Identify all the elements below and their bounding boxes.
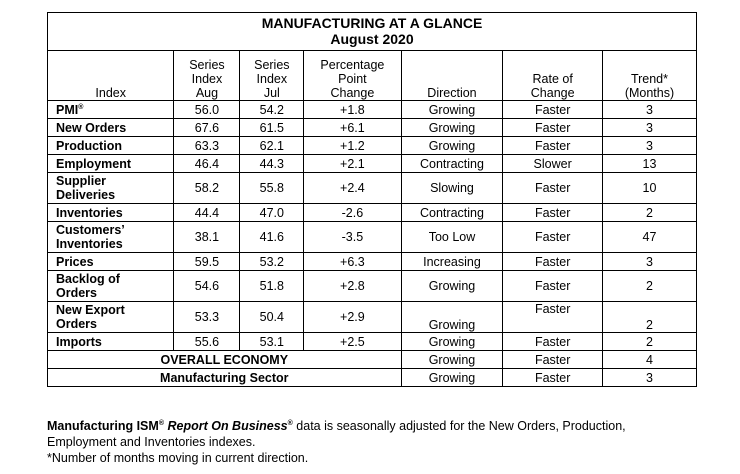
cell-aug: 53.3 xyxy=(174,302,240,333)
header-pct-change-line: Change xyxy=(330,86,375,100)
row-label: New Export Orders xyxy=(48,302,174,333)
cell-direction: Growing xyxy=(401,302,503,333)
cell-rate: Faster xyxy=(503,271,603,302)
header-row xyxy=(48,51,697,101)
header-series-jul-line: Index xyxy=(256,72,288,86)
header-series-jul xyxy=(240,51,304,101)
header-trend-line: (Months) xyxy=(624,86,675,100)
table-row xyxy=(48,271,697,302)
row-label: Production xyxy=(48,137,174,155)
table-subtitle: August 2020 xyxy=(330,31,414,47)
cell-aug: 54.6 xyxy=(174,271,240,302)
cell-aug: 58.2 xyxy=(174,173,240,204)
cell-aug: 46.4 xyxy=(174,155,240,173)
row-label: Prices xyxy=(48,253,174,271)
header-direction: Direction xyxy=(401,51,503,101)
cell-change: +2.1 xyxy=(304,155,401,173)
table-row xyxy=(48,204,697,222)
cell-jul: 44.3 xyxy=(240,155,304,173)
table-row xyxy=(48,333,697,351)
table-row xyxy=(48,101,697,119)
cell-trend: 3 xyxy=(602,119,696,137)
cell-aug: 44.4 xyxy=(174,204,240,222)
cell-trend: 2 xyxy=(602,333,696,351)
cell-aug: 59.5 xyxy=(174,253,240,271)
cell-direction: Growing xyxy=(401,333,503,351)
cell-rate: Faster xyxy=(503,222,603,253)
cell-trend: 13 xyxy=(602,155,696,173)
cell-direction: Growing xyxy=(401,119,503,137)
cell-change: +1.2 xyxy=(304,137,401,155)
row-label: PMI® xyxy=(48,101,174,119)
cell-jul: 54.2 xyxy=(240,101,304,119)
glance-table-wrapper xyxy=(47,12,697,387)
manufacturing-sector-label: Manufacturing Sector xyxy=(48,369,402,387)
overall-row xyxy=(48,369,697,387)
cell-change: +2.4 xyxy=(304,173,401,204)
header-series-jul-line: Series xyxy=(254,58,290,72)
cell-change: -3.5 xyxy=(304,222,401,253)
cell-direction: Growing xyxy=(401,351,503,369)
footnote-line-1: Manufacturing ISM® Report On Business® data is seasonally adjusted for the New Orders, Production, xyxy=(47,419,626,433)
table-row xyxy=(48,173,697,204)
cell-jul: 53.2 xyxy=(240,253,304,271)
cell-jul: 55.8 xyxy=(240,173,304,204)
cell-rate: Faster xyxy=(503,333,603,351)
cell-rate: Faster xyxy=(503,204,603,222)
cell-direction: Growing xyxy=(401,101,503,119)
cell-direction: Slowing xyxy=(401,173,503,204)
footnotes xyxy=(47,418,707,466)
cell-trend: 2 xyxy=(602,302,696,333)
header-series-aug-line: Aug xyxy=(195,86,219,100)
table-title-cell xyxy=(48,13,697,51)
cell-jul: 47.0 xyxy=(240,204,304,222)
cell-change: +1.8 xyxy=(304,101,401,119)
cell-trend: 3 xyxy=(602,101,696,119)
cell-change: +6.3 xyxy=(304,253,401,271)
cell-trend: 3 xyxy=(602,137,696,155)
cell-change: +2.5 xyxy=(304,333,401,351)
header-rate-line: Change xyxy=(530,86,575,100)
cell-change: +6.1 xyxy=(304,119,401,137)
header-trend-line: Trend* xyxy=(630,72,668,86)
overall-row xyxy=(48,351,697,369)
row-label: Backlog of Orders xyxy=(48,271,174,302)
footnote-line-2: Employment and Inventories indexes. xyxy=(47,435,256,449)
cell-change: -2.6 xyxy=(304,204,401,222)
cell-aug: 55.6 xyxy=(174,333,240,351)
row-label: Supplier Deliveries xyxy=(48,173,174,204)
table-row xyxy=(48,155,697,173)
row-label: Imports xyxy=(48,333,174,351)
cell-aug: 56.0 xyxy=(174,101,240,119)
cell-rate: Faster xyxy=(503,369,603,387)
header-trend xyxy=(602,51,696,101)
table-row xyxy=(48,137,697,155)
header-pct-change-line: Point xyxy=(338,72,367,86)
cell-direction: Contracting xyxy=(401,155,503,173)
cell-jul: 53.1 xyxy=(240,333,304,351)
header-series-jul-line: Jul xyxy=(263,86,280,100)
header-series-aug xyxy=(174,51,240,101)
row-label: New Orders xyxy=(48,119,174,137)
table-title: MANUFACTURING AT A GLANCE xyxy=(261,15,483,31)
cell-rate: Faster xyxy=(503,101,603,119)
header-series-aug-line: Index xyxy=(191,72,223,86)
cell-direction: Increasing xyxy=(401,253,503,271)
table-row xyxy=(48,253,697,271)
cell-trend: 3 xyxy=(602,369,696,387)
cell-jul: 50.4 xyxy=(240,302,304,333)
header-index: Index xyxy=(48,51,174,101)
cell-trend: 47 xyxy=(602,222,696,253)
cell-change: +2.8 xyxy=(304,271,401,302)
cell-rate: Faster xyxy=(503,351,603,369)
cell-trend: 2 xyxy=(602,204,696,222)
footnote-line-3: *Number of months moving in current direction. xyxy=(47,451,309,465)
cell-trend: 4 xyxy=(602,351,696,369)
cell-rate: Faster xyxy=(503,173,603,204)
row-label: Employment xyxy=(48,155,174,173)
cell-trend: 2 xyxy=(602,271,696,302)
cell-aug: 67.6 xyxy=(174,119,240,137)
cell-rate: Faster xyxy=(503,302,603,333)
cell-jul: 61.5 xyxy=(240,119,304,137)
cell-direction: Growing xyxy=(401,137,503,155)
header-pct-change-line: Percentage xyxy=(320,58,385,72)
cell-jul: 51.8 xyxy=(240,271,304,302)
table-row xyxy=(48,302,697,333)
header-pct-change xyxy=(304,51,401,101)
manufacturing-table xyxy=(47,12,697,387)
cell-trend: 10 xyxy=(602,173,696,204)
cell-jul: 62.1 xyxy=(240,137,304,155)
cell-trend: 3 xyxy=(602,253,696,271)
table-row xyxy=(48,222,697,253)
cell-rate: Slower xyxy=(503,155,603,173)
cell-aug: 63.3 xyxy=(174,137,240,155)
cell-rate: Faster xyxy=(503,253,603,271)
cell-direction: Too Low xyxy=(401,222,503,253)
cell-rate: Faster xyxy=(503,119,603,137)
table-row xyxy=(48,119,697,137)
row-label: Inventories xyxy=(48,204,174,222)
cell-direction: Contracting xyxy=(401,204,503,222)
cell-direction: Growing xyxy=(401,369,503,387)
header-rate xyxy=(503,51,603,101)
cell-rate: Faster xyxy=(503,137,603,155)
cell-change: +2.9 xyxy=(304,302,401,333)
row-label: Customers’ Inventories xyxy=(48,222,174,253)
cell-jul: 41.6 xyxy=(240,222,304,253)
cell-aug: 38.1 xyxy=(174,222,240,253)
header-rate-line: Rate of xyxy=(532,72,573,86)
cell-direction: Growing xyxy=(401,271,503,302)
header-series-aug-line: Series xyxy=(189,58,225,72)
overall-economy-label: OVERALL ECONOMY xyxy=(48,351,402,369)
